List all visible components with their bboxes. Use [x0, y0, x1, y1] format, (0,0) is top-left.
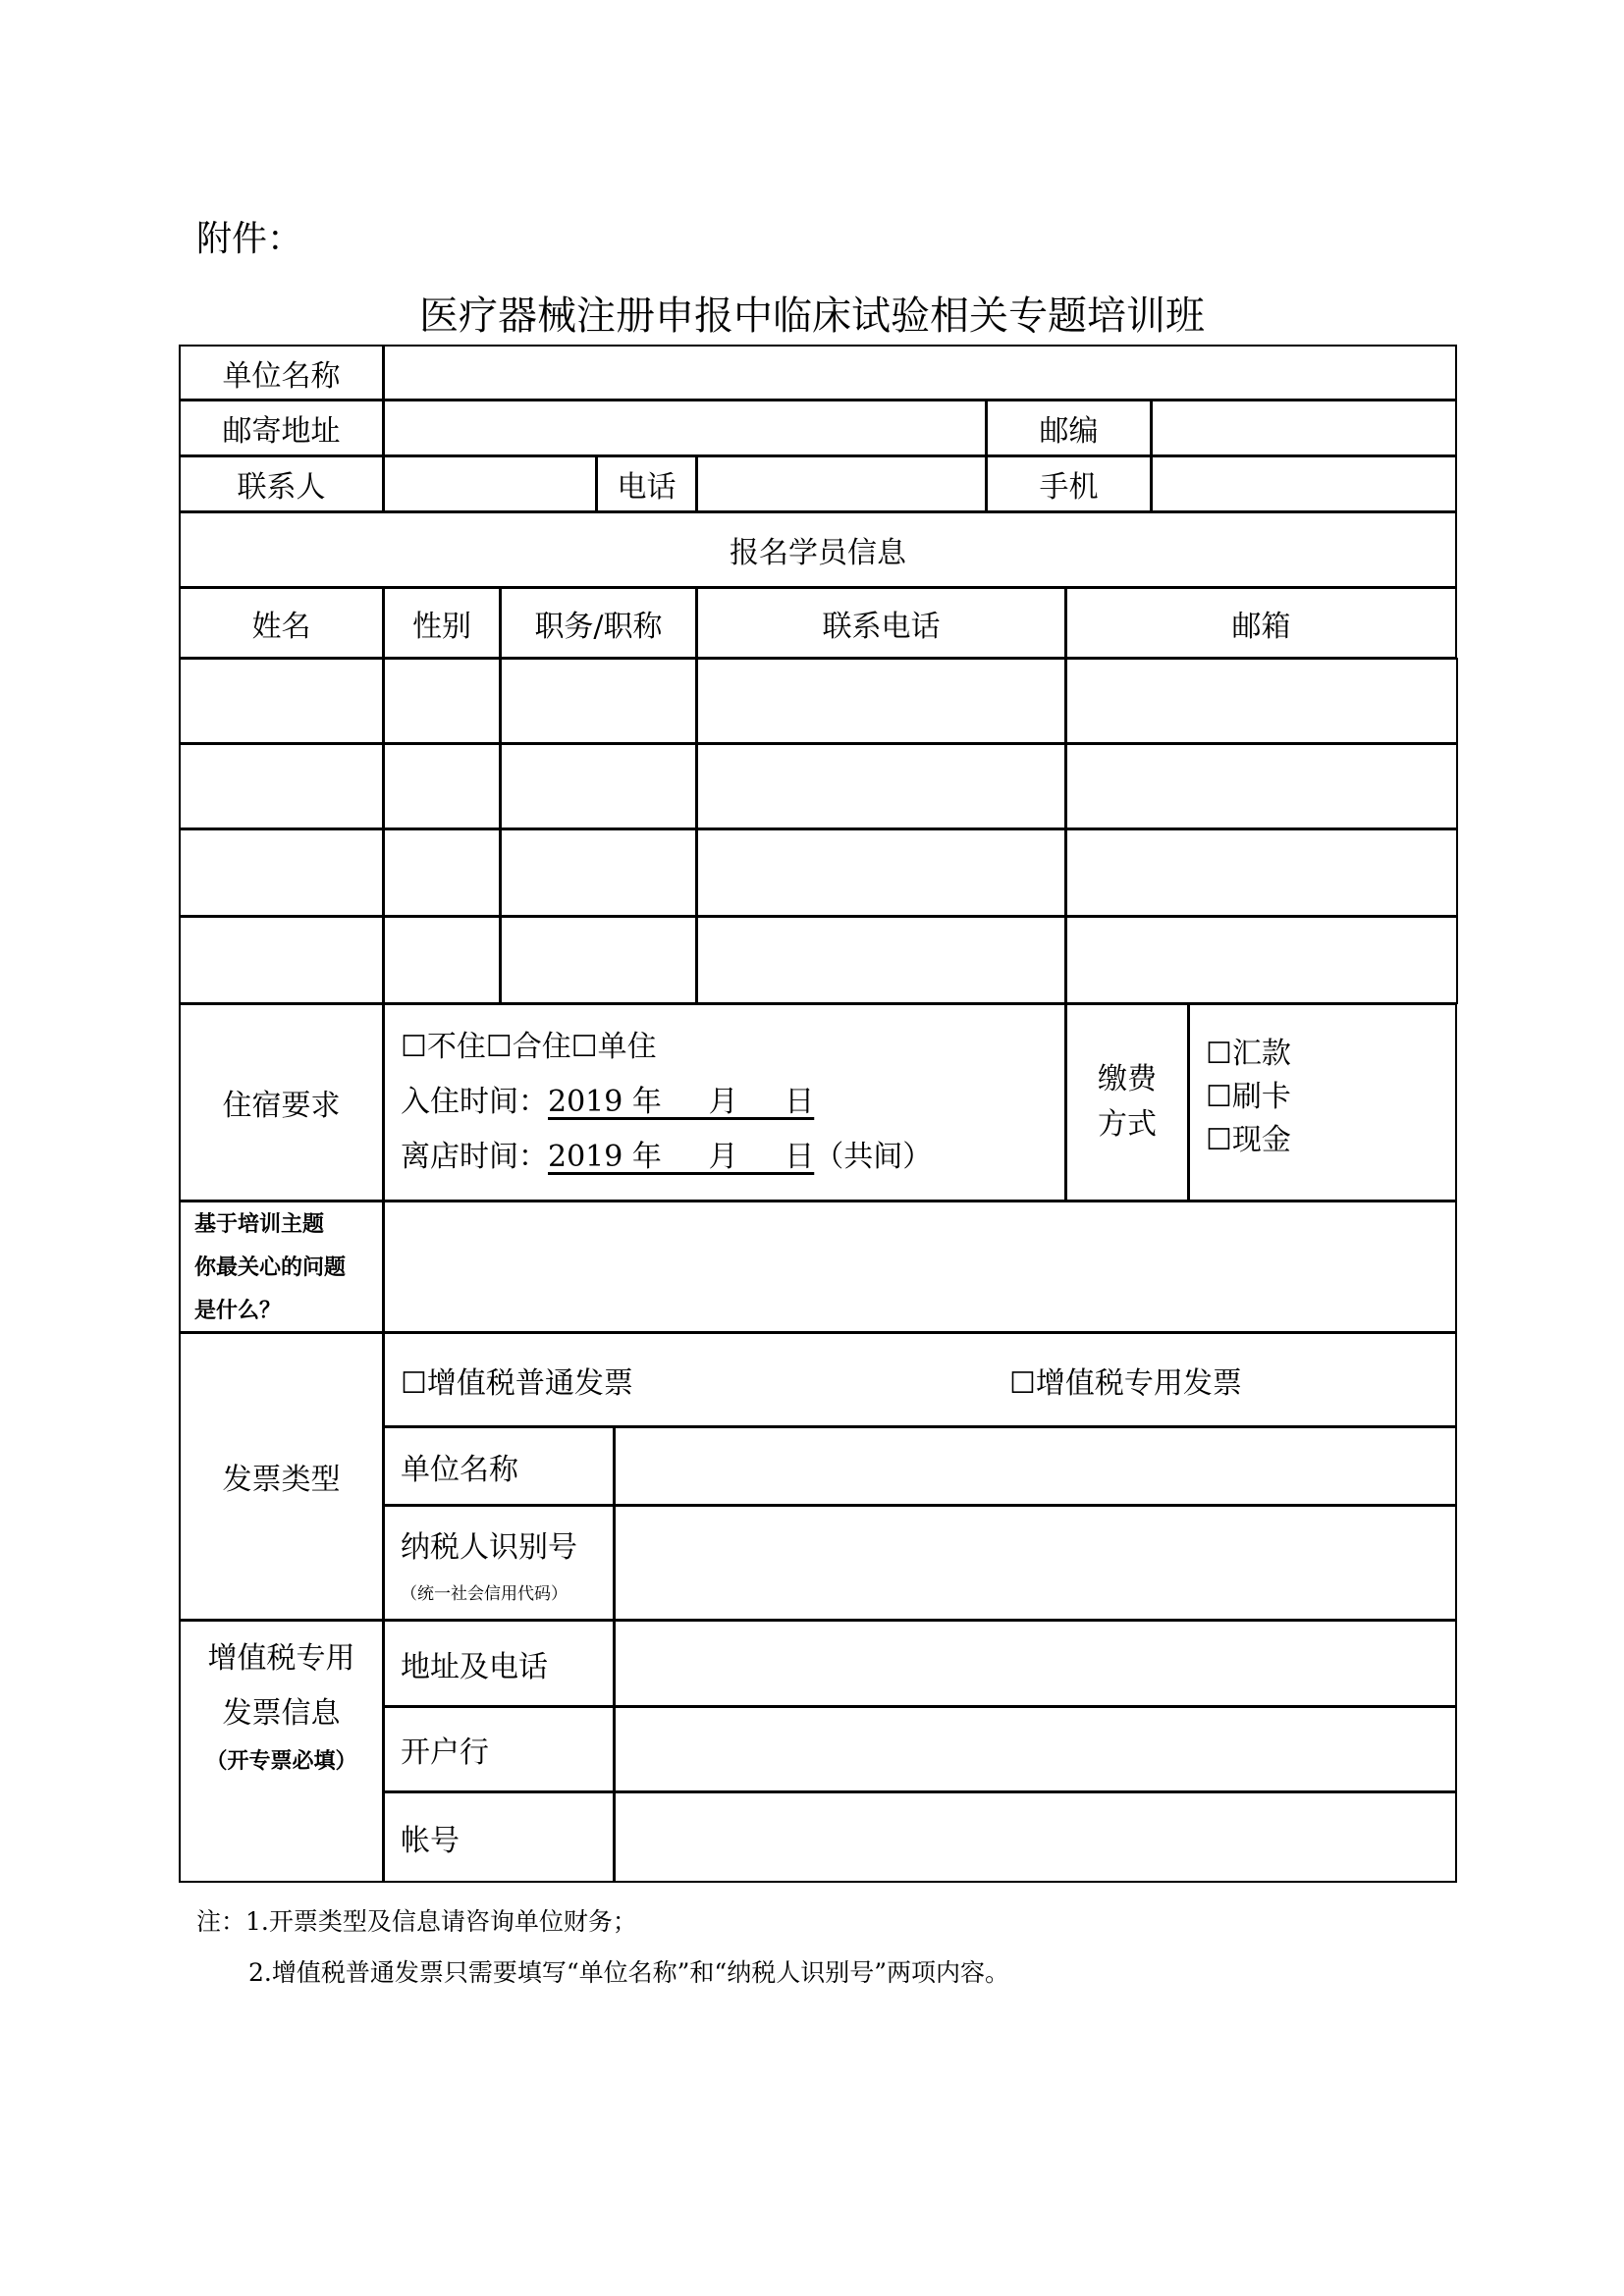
question-label	[179, 1201, 384, 1333]
checkout-label: 离店时间：	[401, 1140, 548, 1174]
invoice-normal-checkbox[interactable]: ☐增值税普通发票	[401, 1365, 633, 1401]
accommodation-label: 住宿要求	[179, 1003, 384, 1201]
student-title-field[interactable]	[500, 916, 697, 1004]
invoice-special-checkbox[interactable]: ☐增值税专用发票	[1009, 1365, 1242, 1401]
address-field[interactable]	[383, 400, 987, 456]
student-name-field[interactable]	[179, 658, 384, 744]
vat-label-line2: 发票信息	[222, 1696, 341, 1731]
note-2: 2.增值税普通发票只需要填写“单位名称”和“纳税人识别号”两项内容。	[248, 1958, 1009, 1987]
student-phone-field[interactable]	[696, 743, 1066, 829]
checkin-date-field[interactable]: 2019 年 月 日	[548, 1085, 815, 1119]
account-label: 帐号	[383, 1791, 615, 1883]
address-phone-field[interactable]	[614, 1620, 1457, 1707]
payment-option-transfer[interactable]: ☐汇款	[1206, 1037, 1291, 1071]
payment-options	[1188, 1003, 1457, 1201]
note-1: 注：1.开票类型及信息请咨询单位财务；	[196, 1907, 637, 1936]
header-email: 邮箱	[1065, 587, 1457, 659]
student-phone-field[interactable]	[696, 916, 1066, 1004]
student-email-field[interactable]	[1065, 658, 1458, 744]
checkout-suffix: （共间）	[814, 1140, 933, 1174]
student-phone-field[interactable]	[696, 658, 1066, 744]
accommodation-cell	[383, 1003, 1066, 1201]
postcode-label: 邮编	[986, 400, 1152, 456]
mobile-label: 手机	[986, 455, 1152, 512]
vat-info-label	[179, 1620, 384, 1883]
address-phone-label: 地址及电话	[383, 1620, 615, 1707]
checkin-label: 入住时间：	[401, 1085, 548, 1119]
taxpayer-id-text: 纳税人识别号	[401, 1529, 577, 1565]
accommodation-options[interactable]: ☐不住☐合住☐单住	[401, 1030, 657, 1064]
invoice-type-label: 发票类型	[179, 1332, 384, 1621]
student-email-field[interactable]	[1065, 828, 1458, 917]
student-email-field[interactable]	[1065, 743, 1458, 829]
student-gender-field[interactable]	[383, 658, 501, 744]
question-line: 你最关心的问题	[194, 1254, 347, 1280]
header-contact-phone: 联系电话	[696, 587, 1066, 659]
student-title-field[interactable]	[500, 828, 697, 917]
contact-field[interactable]	[383, 455, 597, 512]
payment-option-cash[interactable]: ☐现金	[1206, 1123, 1291, 1157]
header-name: 姓名	[179, 587, 384, 659]
taxpayer-id-field[interactable]	[614, 1505, 1457, 1621]
students-section-heading: 报名学员信息	[179, 511, 1457, 588]
payment-label	[1065, 1003, 1189, 1201]
attachment-label: 附件：	[196, 219, 303, 259]
unit-name-label: 单位名称	[179, 345, 384, 400]
taxpayer-id-note: （统一社会信用代码）	[401, 1583, 568, 1604]
contact-label: 联系人	[179, 455, 384, 512]
page-title: 医疗器械注册申报中临床试验相关专题培训班	[419, 294, 1205, 339]
checkout-date-field[interactable]: 2019 年 月 日	[548, 1140, 815, 1174]
student-gender-field[interactable]	[383, 916, 501, 1004]
question-line: 基于培训主题	[194, 1210, 325, 1237]
account-field[interactable]	[614, 1791, 1457, 1883]
student-phone-field[interactable]	[696, 828, 1066, 917]
bank-field[interactable]	[614, 1706, 1457, 1792]
address-label: 邮寄地址	[179, 400, 384, 456]
student-email-field[interactable]	[1065, 916, 1458, 1004]
vat-label-line1: 增值税专用	[207, 1641, 355, 1676]
payment-label-line2: 方式	[1098, 1107, 1157, 1142]
invoice-type-options	[383, 1332, 1457, 1427]
payment-label-line1: 缴费	[1098, 1062, 1157, 1096]
student-name-field[interactable]	[179, 916, 384, 1004]
student-gender-field[interactable]	[383, 828, 501, 917]
taxpayer-id-label	[383, 1505, 615, 1621]
question-field[interactable]	[383, 1201, 1457, 1333]
phone-label: 电话	[596, 455, 697, 512]
student-gender-field[interactable]	[383, 743, 501, 829]
postcode-field[interactable]	[1151, 400, 1457, 456]
payment-option-card[interactable]: ☐刷卡	[1206, 1080, 1291, 1114]
bank-label: 开户行	[383, 1706, 615, 1792]
unit-name-field[interactable]	[383, 345, 1457, 400]
mobile-field[interactable]	[1151, 455, 1457, 512]
student-title-field[interactable]	[500, 743, 697, 829]
invoice-unit-name-label: 单位名称	[383, 1426, 615, 1506]
header-gender: 性别	[383, 587, 501, 659]
invoice-unit-name-field[interactable]	[614, 1426, 1457, 1506]
student-title-field[interactable]	[500, 658, 697, 744]
phone-field[interactable]	[696, 455, 987, 512]
student-name-field[interactable]	[179, 743, 384, 829]
question-line: 是什么？	[194, 1297, 282, 1323]
student-name-field[interactable]	[179, 828, 384, 917]
vat-label-required: （开专票必填）	[205, 1748, 357, 1774]
header-title: 职务/职称	[500, 587, 697, 659]
